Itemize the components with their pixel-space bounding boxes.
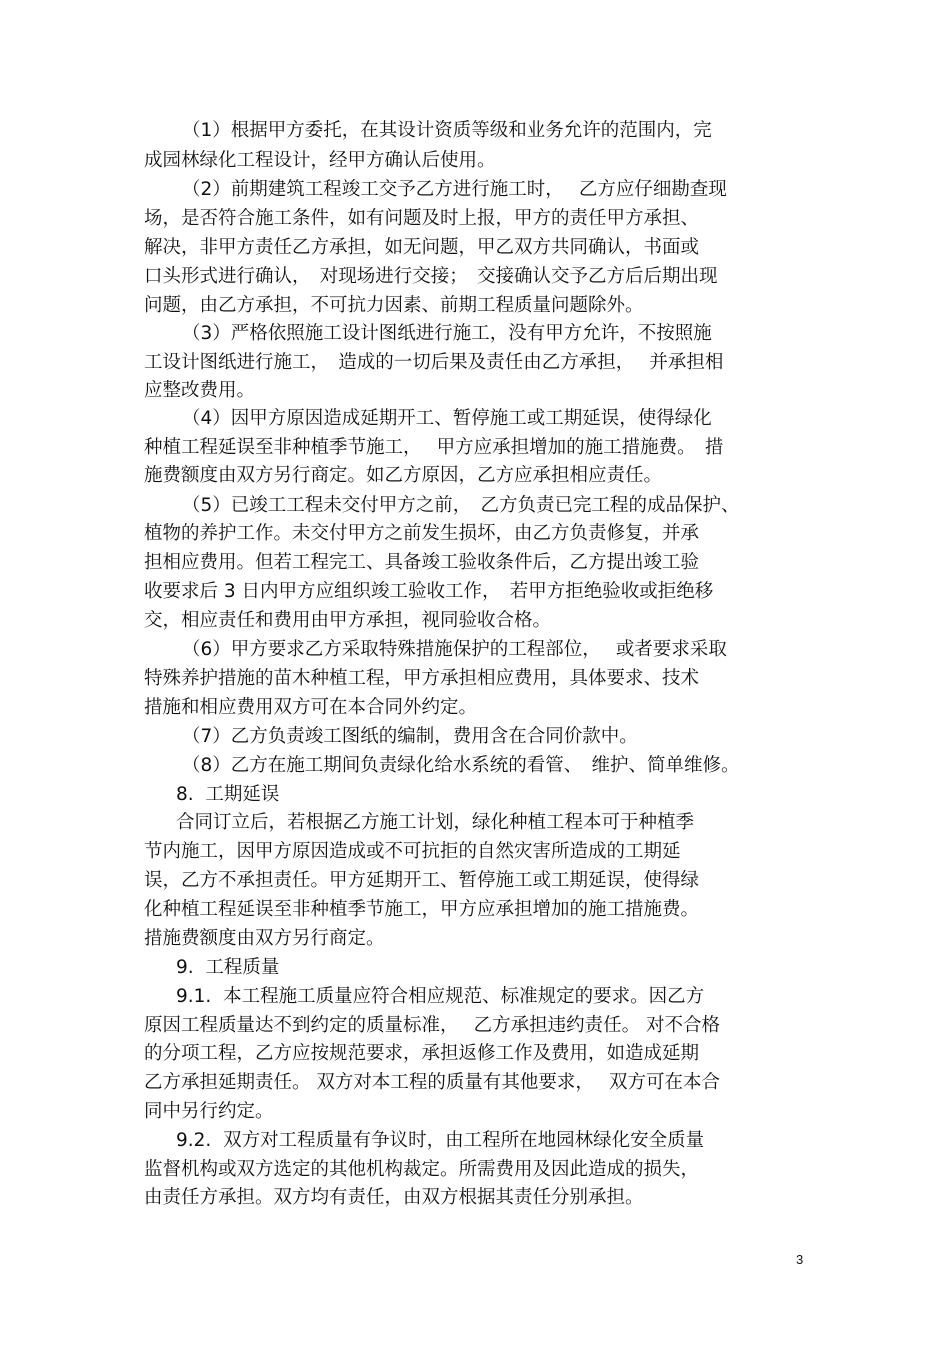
text-line: 场，是否符合施工条件，如有问题及时上报，甲方的责任甲方承担、 xyxy=(144,208,700,229)
text-line: 9.2. 双方对工程质量有争议时，由工程所在地园林绿化安全质量 xyxy=(176,1130,705,1151)
text-line: 应整改费用。 xyxy=(144,380,256,401)
text-line: 合同订立后，若根据乙方施工计划，绿化种植工程本可于种植季 xyxy=(176,812,695,833)
text-line: 植物的养护工作。未交付甲方之前发生损坏，由乙方负责修复，并承 xyxy=(144,523,700,544)
section-heading: 8. 工期延误 xyxy=(176,784,280,805)
text-line: 9.1. 本工程施工质量应符合相应规范、标准规定的要求。因乙方 xyxy=(176,986,705,1007)
text-line: 误，乙方不承担责任。甲方延期开工、暂停施工或工期延误，使得绿 xyxy=(144,870,700,891)
text-line: 收要求后 3 日内甲方应组织竣工验收工作， 若甲方拒绝验收或拒绝移 xyxy=(144,581,714,602)
text-line: （8）乙方在施工期间负责绿化给水系统的看管、 维护、简单维修。 xyxy=(182,755,740,776)
text-line: 种植工程延误至非种植季节施工， 甲方应承担增加的施工措施费。 措 xyxy=(144,437,724,458)
text-line: 工设计图纸进行施工， 造成的一切后果及责任由乙方承担， 并承担相 xyxy=(144,352,724,373)
text-line: 担相应费用。但若工程完工、具备竣工验收条件后，乙方提出竣工验 xyxy=(144,552,700,573)
text-line: 节内施工，因甲方原因造成或不可抗拒的自然灾害所造成的工期延 xyxy=(144,841,681,862)
text-line: 交，相应责任和费用由甲方承担，视同验收合格。 xyxy=(144,610,552,631)
text-line: （6）甲方要求乙方采取特殊措施保护的工程部位， 或者要求采取 xyxy=(182,639,727,660)
text-line: 同中另行约定。 xyxy=(144,1101,274,1122)
page-number: 3 xyxy=(796,1252,804,1267)
text-line: 解决，非甲方责任乙方承担，如无问题，甲乙双方共同确认，书面或 xyxy=(144,237,700,258)
text-line: （4）因甲方原因造成延期开工、暂停施工或工期延误，使得绿化 xyxy=(182,408,712,429)
text-line: 成园林绿化工程设计，经甲方确认后使用。 xyxy=(144,150,496,171)
text-line: （3）严格依照施工设计图纸进行施工，没有甲方允许，不按照施 xyxy=(182,323,712,344)
text-line: （7）乙方负责竣工图纸的编制，费用含在合同价款中。 xyxy=(182,726,638,747)
text-line: 口头形式进行确认， 对现场进行交接； 交接确认交予乙方后后期出现 xyxy=(144,266,718,287)
text-line: 的分项工程，乙方应按规范要求，承担返修工作及费用，如造成延期 xyxy=(144,1043,700,1064)
text-line: 措施和相应费用双方可在本合同外约定。 xyxy=(144,697,478,718)
text-line: 问题，由乙方承担，不可抗力因素、前期工程质量问题除外。 xyxy=(144,295,644,316)
text-line: 措施费额度由双方另行商定。 xyxy=(144,928,385,949)
text-line: 监督机构或双方选定的其他机构裁定。所需费用及因此造成的损失， xyxy=(144,1159,700,1180)
text-line: 特殊养护措施的苗木种植工程，甲方承担相应费用，具体要求、技术 xyxy=(144,668,700,689)
text-line: 化种植工程延误至非种植季节施工，甲方应承担增加的施工措施费。 xyxy=(144,899,700,920)
text-line: （2）前期建筑工程竣工交予乙方进行施工时， 乙方应仔细勘查现 xyxy=(182,179,727,200)
text-line: 施费额度由双方另行商定。如乙方原因，乙方应承担相应责任。 xyxy=(144,465,663,486)
text-line: 乙方承担延期责任。 双方对本工程的质量有其他要求， 双方可在本合 xyxy=(144,1072,721,1093)
text-line: （1）根据甲方委托，在其设计资质等级和业务允许的范围内，完 xyxy=(182,120,712,141)
section-heading: 9. 工程质量 xyxy=(176,957,280,978)
text-line: 原因工程质量达不到约定的质量标准， 乙方承担违约责任。 对不合格 xyxy=(144,1015,721,1036)
text-line: 由责任方承担。双方均有责任，由双方根据其责任分别承担。 xyxy=(144,1187,644,1208)
text-line: （5）已竣工工程未交付甲方之前， 乙方负责已完工程的成品保护、 xyxy=(182,495,740,516)
